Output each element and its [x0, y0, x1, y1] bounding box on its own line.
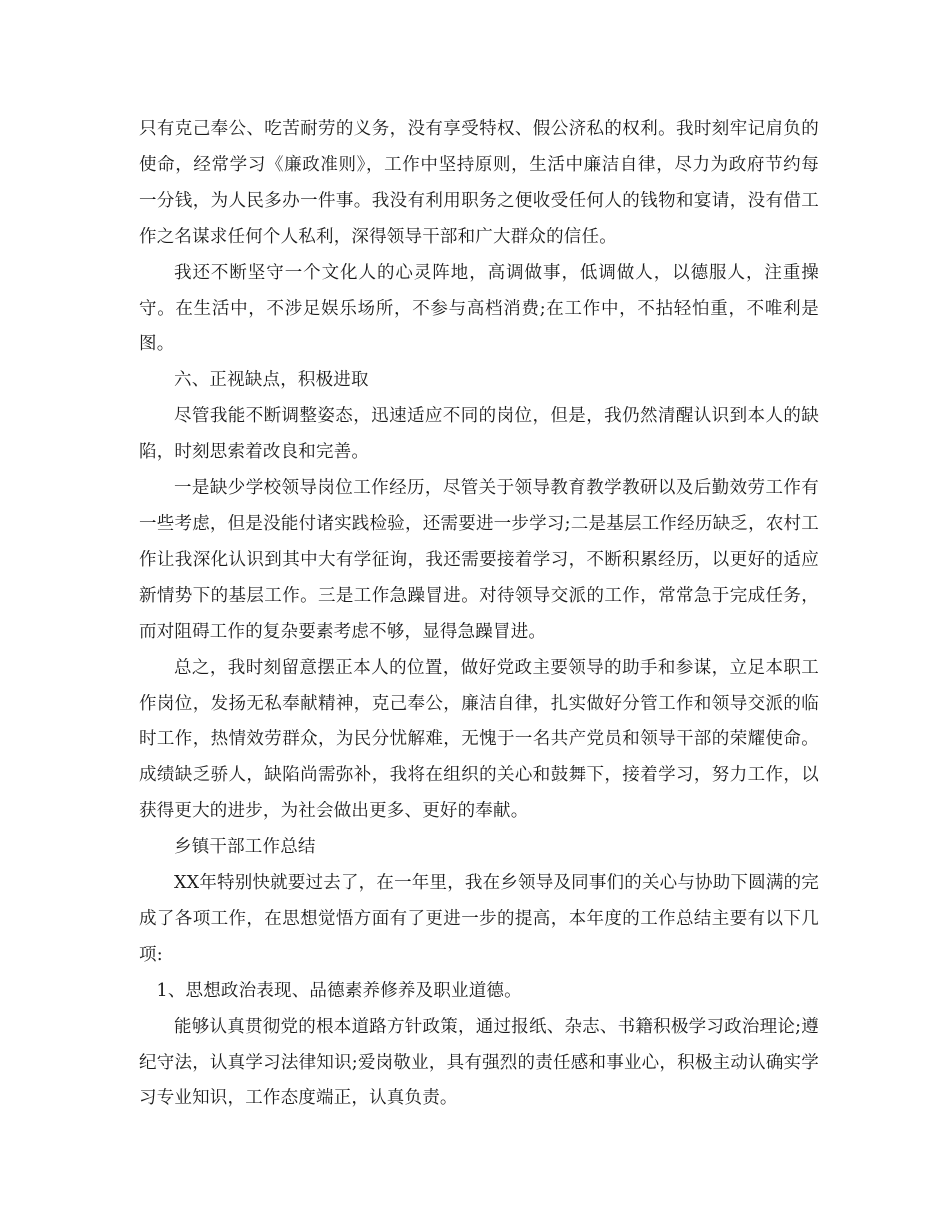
document-body — [139, 112, 819, 1117]
paragraph-integrity: 只有克己奉公、吃苦耐劳的义务，没有享受特权、假公济私的权利。我时刻牢记肩负的使命，经常学习《廉政准则》，工作中坚持原则，生活中廉洁自律，尽力为政府节约每一分钱，为人民多办一件事。我没有利用职务之便收受任何人的钱物和宴请，没有借工作之名谋求任何个人私利，深得领导干部和广大群众的信任。 — [139, 119, 819, 247]
list-item-political: 1、思想政治表现、品德素养修养及职业道德。 — [156, 980, 522, 1001]
paragraph-conclusion: 总之，我时刻留意摆正本人的位置，做好党政主要领导的助手和参谋，立足本职工作岗位，发扬无私奉献精神，克己奉公，廉洁自律，扎实做好分管工作和领导交派的临时工作，热情效劳群众，为民分忧解难，无愧于一名共产党员和领导干部的荣耀使命。成绩缺乏骄人，缺陷尚需弥补，我将在组织的关心和鼓舞下，接着学习，努力工作，以获得更大的进步，为社会做出更多、更好的奉献。 — [139, 657, 819, 822]
paragraph-year-intro: XX年特别快就要过去了，在一年里，我在乡领导及同事们的关心与协助下圆满的完成了各项工作，在思想觉悟方面有了更进一步的提高，本年度的工作总结主要有以下几项: — [139, 873, 819, 965]
paragraph-cultural-position: 我还不断坚守一个文化人的心灵阵地，高调做事，低调做人，以德服人，注重操守。在生活中，不涉足娱乐场所，不参与高档消费;在工作中，不拈轻怕重，不唯利是图。 — [139, 262, 819, 355]
document-subtitle: 乡镇干部工作总结 — [174, 837, 316, 858]
paragraph-shortcomings: 一是缺少学校领导岗位工作经历，尽管关于领导教育教学教研以及后勤效劳工作有一些考虑，但是没能付诸实践检验，还需要进一步学习;二是基层工作经历缺乏，农村工作让我深化认识到其中大有学征询，我还需要接着学习，不断积累经历，以更好的适应新情势下的基层工作。三是工作急躁冒进。对待领导交派的工作，常常急于完成任务，而对阻碍工作的复杂要素考虑不够，显得急躁冒进。 — [139, 478, 819, 642]
paragraph-political-detail: 能够认真贯彻党的根本道路方针政策，通过报纸、杂志、书籍积极学习政治理论;遵纪守法，认真学习法律知识;爱岗敬业，具有强烈的责任感和事业心，积极主动认确实学习专业知识，工作态度端正，认真负责。 — [139, 1016, 819, 1109]
section-heading-six: 六、正视缺点，积极进取 — [174, 370, 369, 391]
paragraph-self-awareness: 尽管我能不断调整姿态，迅速适应不同的岗位，但是，我仍然清醒认识到本人的缺陷，时刻思索着改良和完善。 — [139, 406, 819, 463]
